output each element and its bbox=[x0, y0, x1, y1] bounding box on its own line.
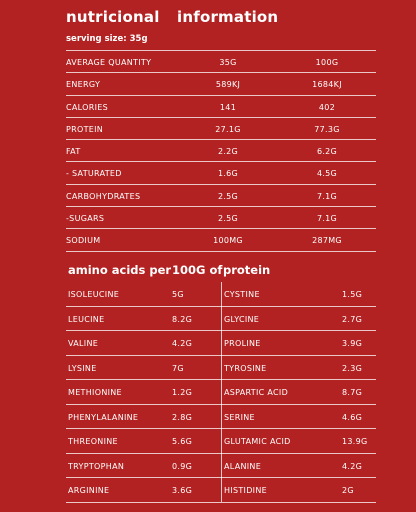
nutrient-label: ENERGY bbox=[66, 80, 101, 90]
amino-name-left: METHIONINE bbox=[68, 388, 122, 397]
nutrition-row: PROTEIN 27.1G 77.3G bbox=[66, 118, 376, 140]
amino-row bbox=[66, 454, 376, 479]
amino-value-right: 2G bbox=[342, 486, 354, 495]
amino-row bbox=[66, 356, 376, 381]
serving-size: serving size: 35g bbox=[66, 34, 148, 44]
nutrient-label: CARBOHYDRATES bbox=[66, 191, 141, 201]
amino-value-right: 13.9G bbox=[342, 437, 368, 446]
title-word-information: information bbox=[177, 8, 279, 26]
amino-row bbox=[66, 282, 376, 307]
amino-row bbox=[66, 405, 376, 430]
amino-name-right: CYSTINE bbox=[224, 290, 260, 299]
amino-name-right: ASPARTIC ACID bbox=[224, 388, 289, 397]
nutrition-title bbox=[66, 8, 279, 26]
amino-name-left: LYSINE bbox=[68, 363, 97, 373]
amino-row bbox=[66, 429, 376, 454]
amino-value-right: 4.2G bbox=[342, 461, 363, 471]
nutrition-row: FAT 2.2G 6.2G bbox=[66, 140, 376, 162]
amino-name-right: GLUTAMIC ACID bbox=[224, 437, 291, 446]
amino-name-right: ALANINE bbox=[224, 461, 262, 471]
nutrition-row: CALORIES 141 402 bbox=[66, 96, 376, 118]
amino-value-left: 5G bbox=[172, 290, 184, 299]
amino-title-part2: 100G of bbox=[172, 263, 223, 277]
amino-value-left: 3.6G bbox=[172, 486, 193, 495]
nutrition-row: -SUGARS 2.5G 7.1G bbox=[66, 207, 376, 229]
nutrition-row: ENERGY 589KJ 1684KJ bbox=[66, 73, 376, 95]
amino-value-left: 7G bbox=[172, 363, 184, 373]
nutrient-label: FAT bbox=[66, 147, 81, 157]
amino-name-left: TRYPTOPHAN bbox=[68, 461, 125, 471]
amino-name-right: GLYCINE bbox=[224, 314, 260, 324]
amino-name-left: ISOLEUCINE bbox=[68, 290, 120, 299]
amino-name-left: ARGININE bbox=[68, 486, 110, 495]
nutrient-label: AVERAGE QUANTITY bbox=[66, 58, 152, 67]
amino-value-left: 2.8G bbox=[172, 412, 193, 422]
amino-value-left: 1.2G bbox=[172, 388, 193, 397]
title-word-nutricional: nutricional bbox=[66, 8, 160, 26]
nutrition-row: - SATURATED 1.6G 4.5G bbox=[66, 162, 376, 184]
amino-acids-table bbox=[66, 282, 376, 503]
nutrient-label: SODIUM bbox=[66, 236, 101, 246]
nutrient-label: CALORIES bbox=[66, 102, 108, 112]
nutrient-label: -SUGARS bbox=[66, 214, 105, 224]
nutrition-row: SODIUM 100MG 287MG bbox=[66, 229, 376, 251]
nutrition-row: AVERAGE QUANTITY 35G 100G bbox=[66, 51, 376, 73]
amino-value-left: 4.2G bbox=[172, 339, 193, 348]
amino-name-left: VALINE bbox=[68, 339, 99, 348]
amino-name-right: PROLINE bbox=[224, 339, 261, 348]
amino-title-part3: protein bbox=[223, 263, 271, 277]
amino-value-right: 4.6G bbox=[342, 412, 363, 422]
amino-name-right: SERINE bbox=[224, 412, 255, 422]
amino-row bbox=[66, 331, 376, 356]
amino-value-left: 8.2G bbox=[172, 314, 193, 324]
nutrient-label: - SATURATED bbox=[66, 169, 122, 179]
amino-name-right: TYROSINE bbox=[224, 363, 267, 373]
amino-row bbox=[66, 307, 376, 332]
amino-name-left: LEUCINE bbox=[68, 314, 105, 324]
amino-title-part1: amino acids per bbox=[68, 263, 172, 277]
amino-value-right: 2.7G bbox=[342, 314, 363, 324]
nutrient-label: PROTEIN bbox=[66, 124, 104, 134]
nutrition-row: CARBOHYDRATES 2.5G 7.1G bbox=[66, 185, 376, 207]
amino-row bbox=[66, 380, 376, 405]
amino-value-left: 5.6G bbox=[172, 437, 193, 446]
amino-name-right: HISTIDINE bbox=[224, 486, 267, 495]
amino-value-right: 3.9G bbox=[342, 339, 363, 348]
nutrition-table bbox=[66, 50, 376, 252]
amino-value-right: 8.7G bbox=[342, 388, 363, 397]
amino-name-left: PHENYLALANINE bbox=[68, 412, 139, 422]
amino-name-left: THREONINE bbox=[68, 437, 118, 446]
amino-value-right: 1.5G bbox=[342, 290, 363, 299]
amino-value-right: 2.3G bbox=[342, 363, 363, 373]
amino-row bbox=[66, 478, 376, 503]
amino-value-left: 0.9G bbox=[172, 461, 193, 471]
